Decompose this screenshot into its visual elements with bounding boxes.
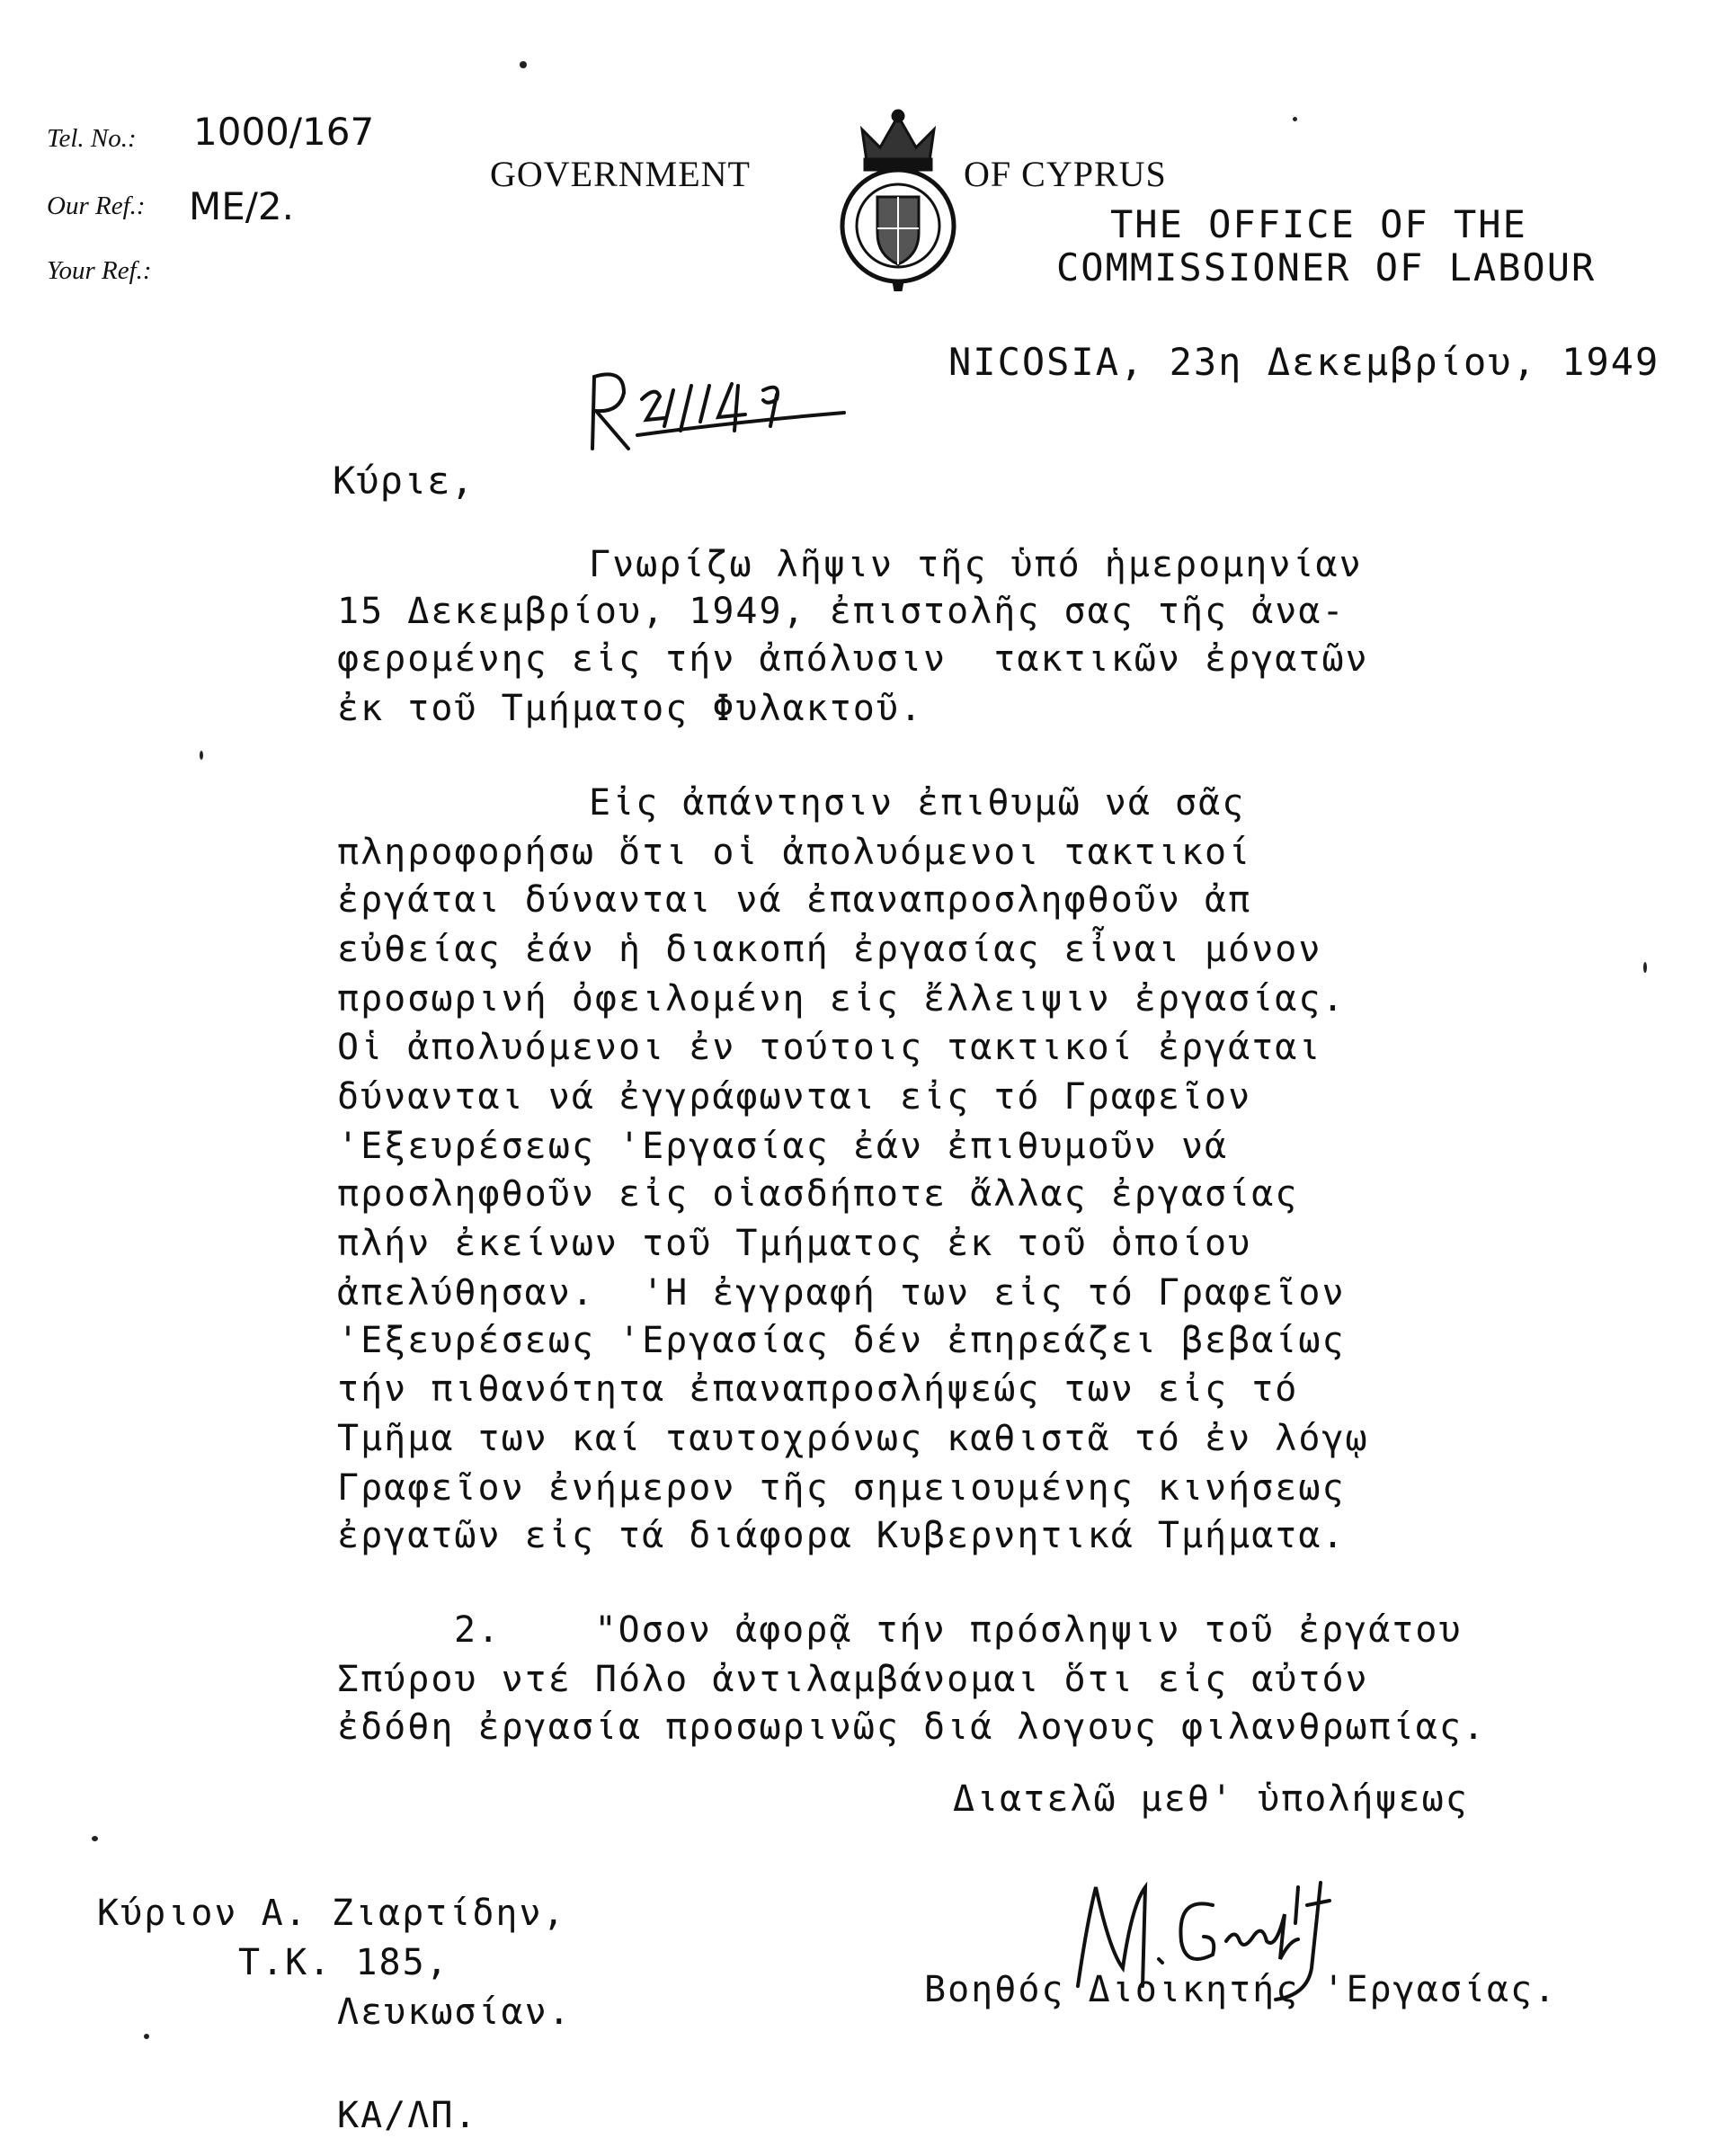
paragraph-2-line: 'Εξευρέσεως 'Εργασίας δέν ἐπηρεάζει βεβαίως: [337, 1320, 1346, 1361]
paragraph-3-line: Σπύρου ντέ Πόλο ἀντιλαμβάνομαι ὅτι εἰς αὐτόν: [337, 1659, 1369, 1700]
scan-speck: [1293, 117, 1297, 121]
date-line: NICOSIA, 23η Δεκεμβρίου, 1949: [948, 340, 1660, 384]
paragraph-2-line: 'Εξευρέσεως 'Εργασίας ἐάν ἐπιθυμοῦν νά: [337, 1126, 1229, 1167]
recipient-line-3: Λευκωσίαν.: [337, 1991, 572, 2033]
paragraph-2-line: ἐργατῶν εἰς τά διάφορα Κυβερνητικά Τμήματα.: [337, 1515, 1346, 1556]
government-left: GOVERNMENT: [490, 154, 751, 194]
paragraph-1-line: ἐκ τοῦ Τμήματος Φυλακτοῦ.: [337, 688, 924, 729]
signature-title: Βοηθός Διοικητής 'Εργασίας.: [924, 1969, 1558, 2010]
paragraph-2-line: πληροφορήσω ὅτι οἱ ἀπολυόμενοι τακτικοί: [337, 832, 1252, 873]
scan-speck: [1643, 962, 1647, 973]
government-right: OF CYPRUS: [964, 154, 1167, 194]
letterhead: [0, 0, 1726, 306]
paragraph-2-line: Εἰς ἀπάντησιν ἐπιθυμῶ νά σᾶς: [589, 782, 1246, 824]
closing: Διατελῶ μεθ' ὑπολήψεως: [953, 1778, 1469, 1820]
scan-speck: [520, 61, 527, 68]
paragraph-3-line: ἐδόθη ἐργασία προσωρινῶς διά λογους φιλανθρωπίας.: [337, 1706, 1487, 1748]
our-ref-label: Our Ref.:: [47, 192, 146, 220]
paragraph-1-line: Γνωρίζω λῆψιν τῆς ὑπό ἡμερομηνίαν: [589, 544, 1363, 585]
paragraph-2-line: τήν πιθανότητα ἐπαναπροσλήψεώς των εἰς τό: [337, 1368, 1299, 1410]
paragraph-2-line: πλήν ἐκείνων τοῦ Τμήματος ἐκ τοῦ ὁποίου: [337, 1223, 1252, 1264]
handwritten-signature-icon: [1043, 1834, 1348, 1987]
paragraph-2-line: Γραφεῖον ἐνήμερον τῆς σημειουμένης κινήσεως: [337, 1467, 1346, 1509]
office-line-1: THE OFFICE OF THE: [1110, 202, 1527, 246]
tel-value: 1000/167: [193, 110, 375, 154]
tel-label: Tel. No.:: [47, 124, 137, 153]
scan-speck: [144, 2034, 149, 2039]
paragraph-2-line: εὐθείας ἐάν ἡ διακοπή ἐργασίας εἶναι μόνον: [337, 929, 1322, 970]
paragraph-2-line: Οἱ ἀπολυόμενοι ἐν τούτοις τακτικοί ἐργάται: [337, 1027, 1322, 1068]
recipient-line-2: Τ.Κ. 185,: [238, 1942, 449, 1983]
paragraph-1-line: φερομένης εἰς τήν ἀπόλυσιν τακτικῶν ἐργατῶν: [337, 638, 1369, 680]
recipient-line-1: Κύριον Α. Ζιαρτίδην,: [97, 1893, 566, 1934]
scan-speck: [200, 751, 203, 760]
your-ref-label: Your Ref.:: [47, 256, 152, 285]
paragraph-1-line: 15 Δεκεμβρίου, 1949, ἐπιστολῆς σας τῆς ἀνα-: [337, 591, 1346, 632]
paragraph-2-line: ἐργάται δύνανται νά ἐπαναπροσληφθοῦν ἀπ: [337, 879, 1252, 921]
paragraph-2-line: προσωρινή ὀφειλομένη εἰς ἔλλειψιν ἐργασίας.: [337, 978, 1346, 1020]
typist-initials: ΚΑ/ΛΠ.: [337, 2095, 478, 2136]
paragraph-2-line: Τμῆμα των καί ταυτοχρόνως καθιστᾶ τό ἐν λόγῳ: [337, 1418, 1369, 1459]
paragraph-2-line: προσληφθοῦν εἰς οἱασδήποτε ἄλλας ἐργασίας: [337, 1173, 1299, 1215]
our-ref-value: ME/2.: [189, 184, 294, 228]
paragraph-2-line: ἀπελύθησαν. 'Η ἐγγραφή των εἰς τό Γραφεῖον: [337, 1272, 1346, 1314]
office-line-2: COMMISSIONER OF LABOUR: [1056, 245, 1597, 290]
salutation: Κύριε,: [333, 459, 475, 503]
paragraph-2-line: δύνανται νά ἐγγράφωνται εἰς τό Γραφεῖον: [337, 1076, 1252, 1118]
paragraph-3-line: 2. "Οσον ἀφορᾷ τήν πρόσληψιν τοῦ ἐργάτου: [454, 1609, 1463, 1651]
royal-crest-icon: [796, 90, 930, 274]
scan-speck: [92, 1836, 98, 1841]
received-stamp-annotation: [557, 333, 845, 441]
